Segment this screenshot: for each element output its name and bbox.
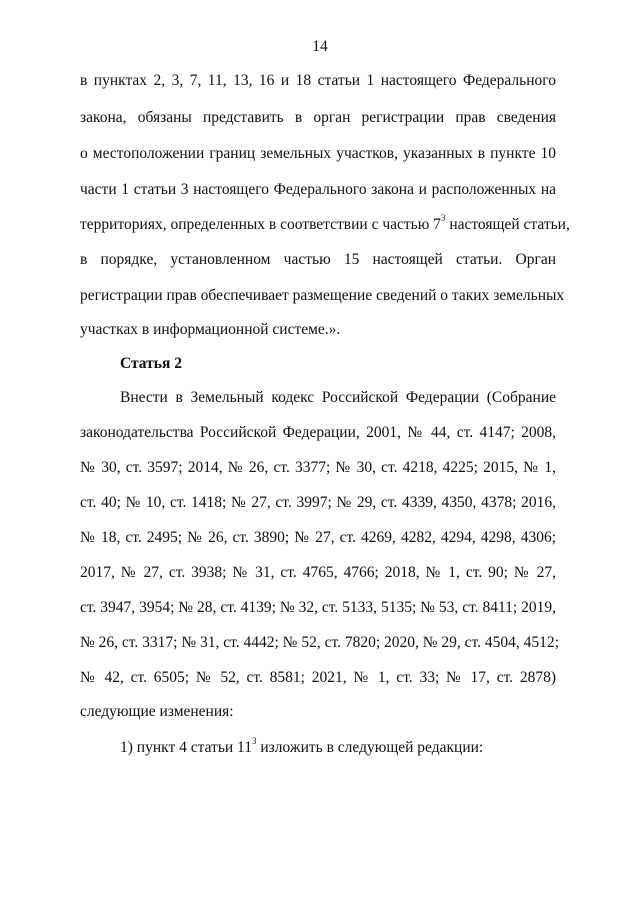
article-heading: Статья 2 xyxy=(120,355,182,372)
text-line xyxy=(80,212,570,235)
text-line: в пунктах 2, 3, 7, 11, 13, 16 и 18 статьи 1 настоящего Федерального xyxy=(80,72,556,89)
text-fragment: 1) пункт 4 статьи 11 xyxy=(120,739,252,756)
text-fragment: изложить в следующей редакции: xyxy=(256,739,484,756)
text-line: № 26, ст. 3317; № 31, ст. 4442; № 52, ст. 7820; 2020, № 29, ст. 4504, 4512; xyxy=(80,634,559,651)
text-line: № 42, ст. 6505; № 52, ст. 8581; 2021, № 1, ст. 33; № 17, ст. 2878) xyxy=(80,669,556,686)
text-line: Внести в Земельный кодекс Российской Федерации (Собрание xyxy=(120,389,556,406)
text-line: части 1 статьи 3 настоящего Федерального закона и расположенных на xyxy=(80,181,556,198)
text-line: № 30, ст. 3597; 2014, № 26, ст. 3377; № 30, ст. 4218, 4225; 2015, № 1, xyxy=(80,459,556,476)
text-line: участках в информационной системе.». xyxy=(80,321,341,338)
page-number: 14 xyxy=(312,38,328,55)
superscript: 3 xyxy=(440,212,446,223)
text-line: № 18, ст. 2495; № 26, ст. 3890; № 27, ст. 4269, 4282, 4294, 4298, 4306; xyxy=(80,529,556,546)
text-fragment: территориях, определенных в соответствии с частью 7 xyxy=(80,216,441,233)
superscript: 3 xyxy=(252,735,257,746)
text-fragment: настоящей статьи, xyxy=(445,216,570,233)
text-line: регистрации прав обеспечивает размещение сведений о таких земельных xyxy=(80,287,565,304)
text-line: 2017, № 27, ст. 3938; № 31, ст. 4765, 4766; 2018, № 1, ст. 90; № 27, xyxy=(80,564,556,581)
text-line: законодательства Российской Федерации, 2001, № 44, ст. 4147; 2008, xyxy=(80,424,556,441)
text-line: о местоположении границ земельных участков, указанных в пункте 10 xyxy=(80,145,556,162)
text-line xyxy=(120,735,484,758)
text-line: ст. 40; № 10, ст. 1418; № 27, ст. 3997; № 29, ст. 4339, 4350, 4378; 2016, xyxy=(80,494,556,511)
text-line: в порядке, установленном частью 15 настоящей статьи. Орган xyxy=(80,251,556,268)
text-line: закона, обязаны представить в орган регистрации прав сведения xyxy=(80,109,556,126)
text-line: следующие изменения: xyxy=(80,703,234,720)
text-line: ст. 3947, 3954; № 28, ст. 4139; № 32, ст. 5133, 5135; № 53, ст. 8411; 2019, xyxy=(80,599,556,616)
